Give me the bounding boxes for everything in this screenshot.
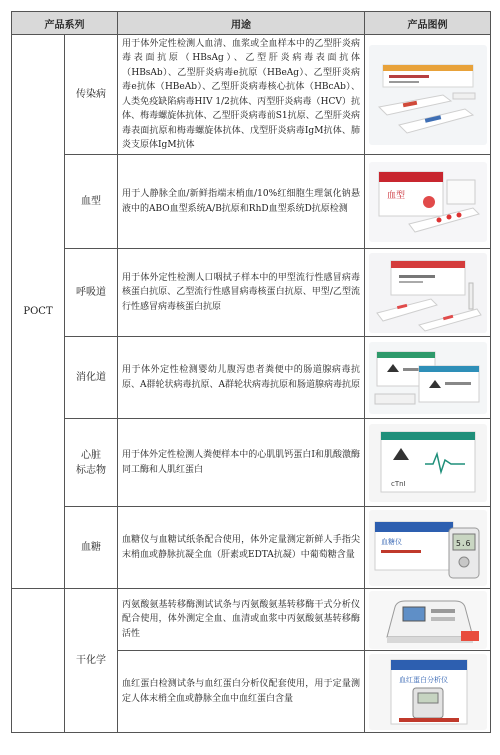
table-row	[12, 249, 491, 337]
table-row	[12, 419, 491, 507]
product-image-cell	[365, 337, 491, 419]
category-cell: 消化道	[65, 337, 118, 419]
category-cell: 血糖	[65, 507, 118, 589]
blood-box-label: 血型	[386, 190, 405, 201]
usage-cell: 用于体外定性检测人粪便样本中的心肌肌钙蛋白I和肌酸激酶同工酶和人肌红蛋白	[118, 419, 365, 507]
table-row	[12, 35, 491, 155]
category-cell: 呼吸道	[65, 249, 118, 337]
product-image	[369, 424, 487, 502]
product-table	[11, 11, 491, 733]
product-image	[369, 253, 487, 333]
usage-cell: 用于体外定性检测人血清、血浆或全血样本中的乙型肝炎病毒表面抗原（HBsAg）、乙型肝炎病毒表面抗体（HBsAb）、乙型肝炎病毒e抗原（HBeAg）、乙型肝炎病毒e抗体（HBeAb）、乙型肝炎病毒核心抗体（HBcAb）、人类免疫缺陷病毒HIV 1/2抗体、丙型肝炎病毒（HCV）抗体、梅毒螺旋体抗体、乙型肝炎病毒前S1抗原、乙型肝炎病毒表面抗原和梅毒螺旋体抗体、戊型肝炎病毒IgM抗体、肺炎支原体IgM抗体	[118, 35, 365, 155]
product-image-cell	[365, 419, 491, 507]
usage-cell: 用于体外定性检测婴幼儿腹泻患者粪便中的肠道腺病毒抗原、A群轮状病毒抗原、A群轮状病毒抗原和肠道腺病毒抗原	[118, 337, 365, 419]
product-image-cell	[365, 651, 491, 733]
product-image	[369, 45, 487, 145]
glucose-kit-illustration	[369, 510, 487, 586]
respiratory-kit-illustration	[369, 253, 487, 333]
blood-type-kit-illustration	[369, 162, 487, 242]
product-image	[369, 654, 487, 730]
glucose-box-label: 血糖仪	[380, 537, 402, 546]
table-row	[12, 589, 491, 651]
test-kit-box-illustration	[369, 45, 487, 145]
usage-cell: 丙氨酸氨基转移酶测试试条与丙氨酸氨基转移酶干式分析仪配合使用，体外测定全血、血清或血浆中丙氨酸氨基转移酶活性	[118, 589, 365, 651]
product-image-cell	[365, 155, 491, 249]
header-usage: 用途	[118, 12, 365, 35]
cardiac-kit-illustration	[369, 424, 487, 502]
table-row	[12, 507, 491, 589]
series-cell-blank	[12, 589, 65, 733]
product-image	[369, 162, 487, 242]
hb-box-label: 血红蛋白分析仪	[398, 675, 448, 684]
product-image	[369, 510, 487, 586]
usage-cell: 血红蛋白检测试条与血红蛋白分析仪配套使用，用于定量测定人体末梢全血或静脉全血中血红蛋白含量	[118, 651, 365, 733]
category-cell: 干化学	[65, 589, 118, 733]
series-cell: POCT	[12, 35, 65, 589]
digestive-kit-illustration	[369, 342, 487, 414]
dry-chemistry-analyzer-illustration	[369, 591, 487, 649]
table-row	[12, 155, 491, 249]
cardiac-label: cTnI	[390, 479, 406, 488]
usage-cell: 用于人静脉全血/新鲜指端末梢血/10%红细胞生理氯化钠悬液中的ABO血型系统A/B抗原和RhD血型系统D抗原检测	[118, 155, 365, 249]
usage-cell: 用于体外定性检测人口咽拭子样本中的甲型流行性感冒病毒核蛋白抗原、乙型流行性感冒病毒核蛋白抗原、甲型/乙型流行性感冒病毒核蛋白抗原	[118, 249, 365, 337]
header-row	[12, 12, 491, 35]
hemoglobin-analyzer-illustration	[369, 654, 487, 730]
header-series: 产品系列	[12, 12, 118, 35]
table-row	[12, 337, 491, 419]
header-image: 产品图例	[365, 12, 491, 35]
usage-cell: 血糖仪与血糖试纸条配合使用，体外定量测定新鲜人手指尖末梢血或静脉抗凝全血（肝素或EDTA抗凝）中葡萄糖含量	[118, 507, 365, 589]
product-image	[369, 591, 487, 649]
product-image-cell	[365, 249, 491, 337]
glucose-display: 5.6	[455, 538, 470, 548]
product-image	[369, 342, 487, 414]
category-cell: 传染病	[65, 35, 118, 155]
category-cell: 心脏 标志物	[65, 419, 118, 507]
product-image-cell	[365, 507, 491, 589]
category-cell: 血型	[65, 155, 118, 249]
product-image-cell	[365, 35, 491, 155]
product-image-cell	[365, 589, 491, 651]
